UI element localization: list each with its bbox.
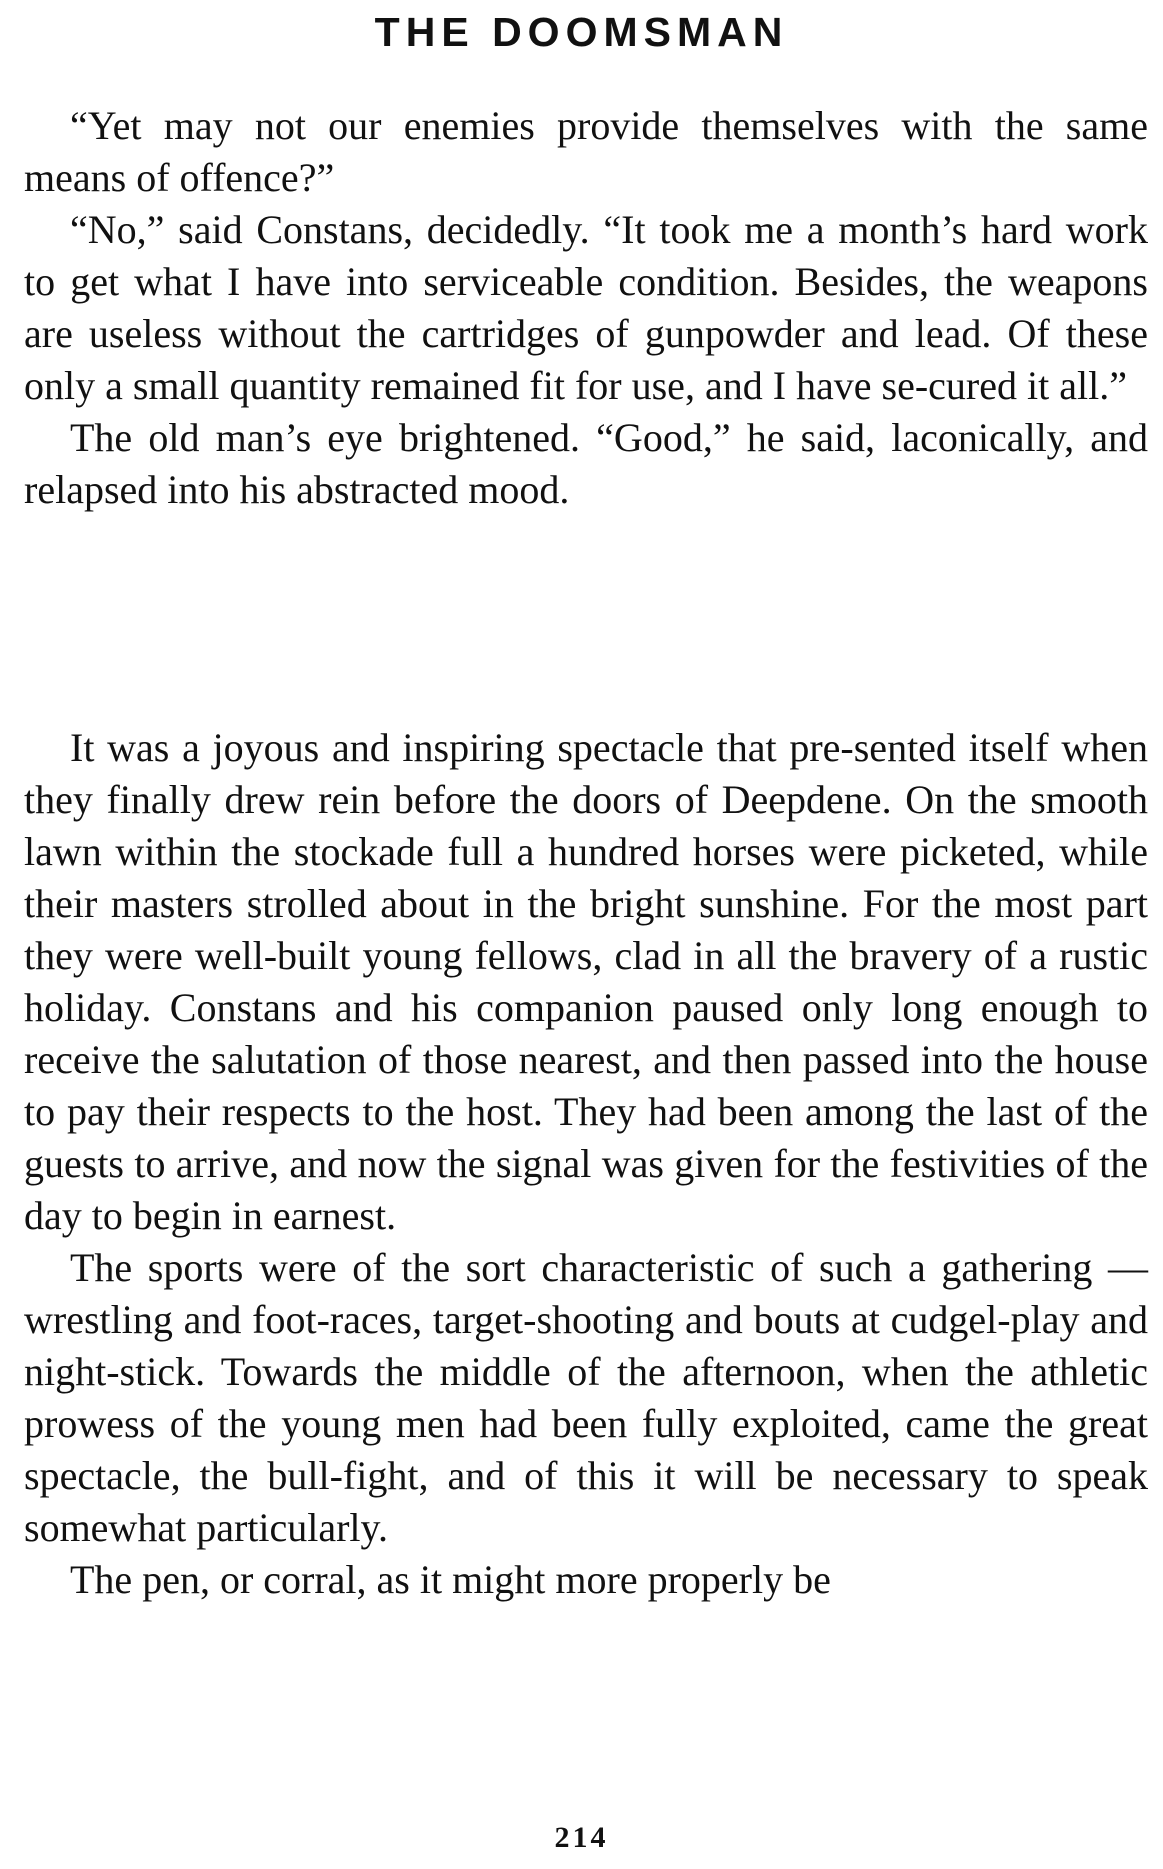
page-number: 214 [554, 1821, 609, 1854]
paragraph: “No,” said Constans, decidedly. “It took me a month’s hard work to get what I have into serviceable condition. Besides, the weapons are useless without the cartridges of gunpowder and lead. Of these only a small quantity remained fit for use, and I have se-cured it all.” [24, 207, 1148, 408]
paragraph: The sports were of the sort characteristic of such a gathering — wrestling and foot-races, target-shooting and bouts at cudgel-play and night-stick. Towards the middle of the afternoon, when the athletic prowess of the young men had been fully exploited, came the great spectacle, the bull-fight, and of this it will be necessary to speak somewhat particularly. [24, 1245, 1148, 1550]
paragraph: “Yet may not our enemies provide themselves with the same means of offence?” [24, 103, 1148, 200]
paragraph: It was a joyous and inspiring spectacle that pre-sented itself when they finally drew rein before the doors of Deepdene. On the smooth lawn within the stockade full a hundred horses were picketed, while their masters strolled about in the bright sunshine. For the most part they were well-built young fellows, clad in all the bravery of a rustic holiday. Constans and his companion paused only long enough to receive the salutation of those nearest, and then passed into the house to pay their respects to the host. They had been among the last of the guests to arrive, and now the signal was given for the festivities of the day to begin in earnest. [24, 725, 1148, 1238]
running-title: THE DOOMSMAN [374, 9, 789, 55]
paragraph: The pen, or corral, as it might more properly be [70, 1557, 831, 1602]
text-section-1 [24, 100, 1148, 516]
paragraph: The old man’s eye brightened. “Good,” he said, laconically, and relapsed into his abstracted mood. [24, 415, 1148, 512]
text-section-2 [24, 722, 1148, 1606]
